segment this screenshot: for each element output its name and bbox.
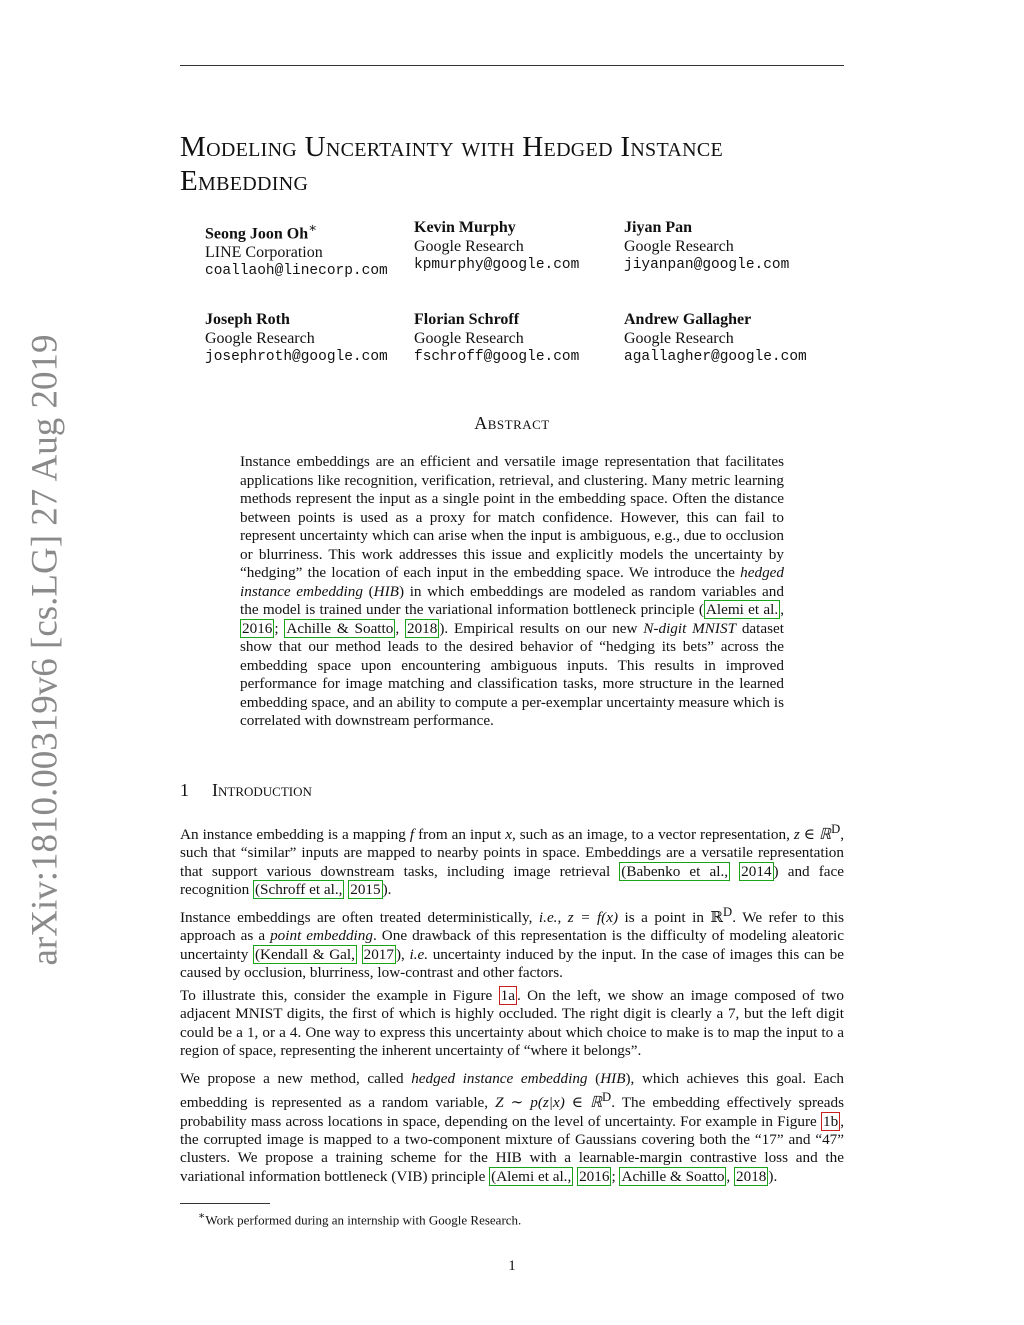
citation-link[interactable]: 2014: [741, 862, 772, 880]
figure-reference-link[interactable]: 1a: [500, 987, 515, 1004]
paragraph-4: We propose a new method, called hedged instance embedding (HIB), which achieves this goal. Each embedding is represented as a random variable, Z ∼ p(z|x) ∈ ℝ$^D$. The embedding effectively spreads probability mass across locations in space, depending on the level of uncertainty. For example in Figure 1b , the corrupted image is mapped to a two-component mixture of Gaussians covering both the “17” and “47” clusters. We propose a training scheme for the HIB with a learnable-margin contrastive loss and the variational information bottleneck (VIB) principle (Alemi et al., 2016 ; Achille & Soatto , 2018 ).: [180, 1070, 845, 1185]
author-name: Jiyan Pan: [624, 219, 693, 236]
author-name: Seong Joon Oh: [205, 225, 309, 243]
paragraph-1: An instance embedding is a mapping f from an input x, such as an image, to a vector representation, z ∈ ℝ$^D$, such that “similar” inputs are mapped to nearby points in space. Embeddings are a versatile representation that support various downstream tasks, including image retrieval (Babenko et al., 2014 ) and face recognition (Schroff et al., 2015 ).: [180, 822, 845, 898]
citation-link[interactable]: 2015: [350, 880, 381, 898]
author-block: [205, 218, 415, 281]
title-line-2: Embedding: [180, 165, 309, 197]
top-rule: [180, 65, 844, 66]
footnote-text: Work performed during an internship with Google Research.: [205, 1212, 522, 1228]
footnote: [198, 1209, 521, 1228]
author-block: [205, 310, 415, 367]
author-block: [624, 218, 834, 275]
citation-link[interactable]: 2016: [579, 1167, 610, 1185]
author-affiliation: Google Research: [414, 330, 524, 347]
section-title: Introduction: [212, 780, 312, 800]
paragraph-3: To illustrate this, consider the example in Figure 1a . On the left, we show an image composed of two adjacent MNIST digits, the first of which is highly occluded. The right digit is clearly a 7, but the left digit could be a 1, or a 4. One way to express this uncertainty about which choice to make is to map the input to a region of space, representing the inherent uncertainty of “where it belongs”.: [180, 987, 844, 1059]
citation-link[interactable]: (Babenko et al.,: [621, 862, 729, 880]
citation-link[interactable]: 2018: [406, 619, 438, 637]
author-block: [414, 310, 624, 367]
author-name: Joseph Roth: [205, 311, 290, 328]
author-block: [414, 218, 624, 275]
author-footnote-mark: ∗: [308, 220, 318, 235]
author-affiliation: Google Research: [205, 330, 315, 347]
abstract-body: Instance embeddings are an efficient and versatile image representation that facilitates applications like recognition, verification, retrieval, and clustering. Many metric learning methods represent the input as a single point in the embedding space. Often the distance between points is used as a proxy for match confidence. However, this can fail to represent uncertainty which can arise when the input is ambiguous, e.g., due to occlusion or blurriness. This work addresses this issue and explicitly models the uncertainty by “hedging” the location of each input in the embedding space. We introduce the hedged instance embedding (HIB) in which embeddings are modeled as random variables and the model is trained under the variational information bottleneck principle ( Alemi et al. , 2016 ; Achille & Soatto , 2018 ). Empirical results on our new N-digit MNIST dataset show that our method leads to the desired behavior of “hedging its bets” across the embedding space upon encountering ambiguous inputs. This results in improved performance for image matching and classification tasks, more structure in the learned embedding space, and an ability to compute a per-exemplar uncertainty measure which is correlated with downstream performance.: [240, 453, 784, 729]
citation-link[interactable]: Alemi et al.: [705, 601, 779, 618]
author-email: fschroff@google.com: [414, 349, 580, 365]
citation-link[interactable]: (Alemi et al.,: [491, 1167, 572, 1185]
author-email: jiyanpan@google.com: [624, 257, 790, 273]
citation-link[interactable]: Achille & Soatto: [621, 1167, 725, 1185]
title-line-1: Modeling Uncertainty with Hedged Instance: [180, 131, 724, 163]
arxiv-identifier: arXiv:1810.00319v6 [cs.LG] 27 Aug 2019: [24, 334, 66, 966]
page-number: 1: [508, 1258, 516, 1274]
citation-link[interactable]: 2016: [242, 619, 273, 637]
author-name: Andrew Gallagher: [624, 311, 752, 328]
citation-link[interactable]: (Schroff et al.,: [254, 880, 343, 898]
section-heading: [180, 780, 312, 801]
abstract-heading: Abstract: [474, 413, 550, 433]
author-name: Florian Schroff: [414, 311, 520, 328]
paragraph-2: Instance embeddings are often treated deterministically, i.e., z = f(x) is a point in ℝ$^D$. We refer to this approach as a point embedding. One drawback of this representation is the difficulty of modeling aleatoric uncertainty (Kendall & Gal, 2017 ), i.e. uncertainty induced by the input. In the case of images this can be caused by occlusion, blurriness, low-contrast and other factors.: [180, 905, 845, 981]
citation-link[interactable]: (Kendall & Gal,: [254, 945, 355, 963]
author-affiliation: Google Research: [624, 330, 734, 347]
author-block: [624, 310, 834, 367]
author-email: josephroth@google.com: [205, 349, 388, 365]
author-affiliation: Google Research: [414, 238, 524, 255]
author-name: Kevin Murphy: [414, 219, 516, 236]
section-number: 1: [180, 780, 189, 800]
arxiv-sidebar: [10, 334, 80, 966]
author-affiliation: LINE Corporation: [205, 244, 323, 262]
paper-title: [180, 130, 850, 198]
author-email: kpmurphy@google.com: [414, 257, 580, 273]
author-affiliation: Google Research: [624, 238, 734, 255]
author-email: agallagher@google.com: [624, 349, 807, 365]
citation-link[interactable]: Achille & Soatto: [286, 619, 394, 637]
footnote-rule: [180, 1203, 270, 1204]
footnote-mark: ∗: [198, 1210, 206, 1222]
figure-reference-link[interactable]: 1b: [823, 1112, 839, 1130]
citation-link[interactable]: 2018: [736, 1167, 767, 1185]
author-email: coallaoh@linecorp.com: [205, 263, 388, 280]
citation-link[interactable]: 2017: [363, 945, 394, 963]
